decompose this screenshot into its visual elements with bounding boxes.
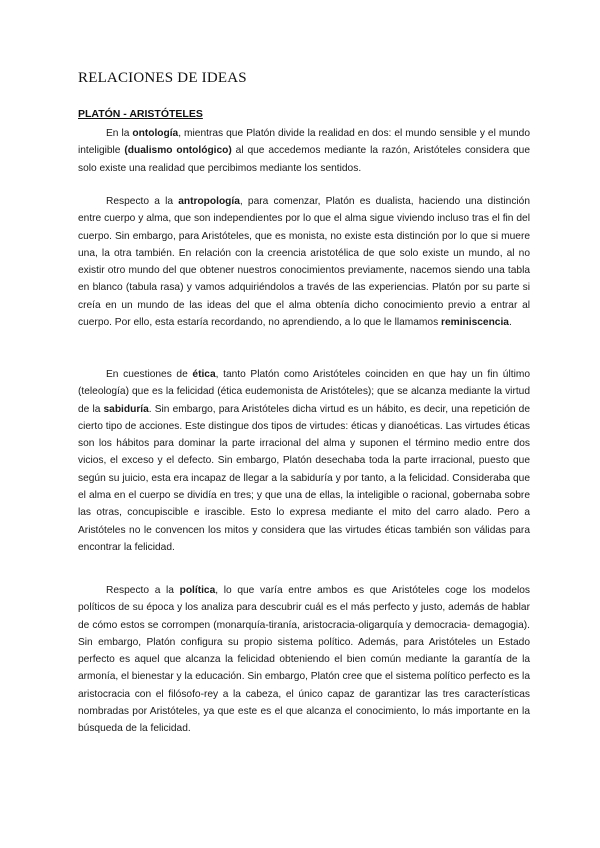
bold-term: ontología bbox=[132, 128, 179, 139]
paragraph-politica bbox=[78, 582, 530, 738]
bold-term: ética bbox=[192, 369, 216, 380]
text-run: , para comenzar, Platón es dualista, haciendo una distinción entre cuerpo y alma, que son independientes por lo que el alma sigue viviendo incluso tras el fin del cuerpo. Sin embargo, para Aristóteles, que es monista, no existe esta distinción por lo que si muere una, la otra también. En relación con la creencia aristotélica de que solo existe un mundo, al no existir otro mundo del que obtener nuestros conocimientos previamente, nacemos siendo una tabla en blanco (tabula rasa) y vamos adquiriéndolos a través de las experiencias. Platón por su parte si creía en un mundo de las ideas del que el alma obtenía dicho conocimiento previo a entrar al cuerpo. Por ello, esta estaría recordando, no aprendiendo, a lo que le llamamos bbox=[78, 196, 531, 329]
text-run: , lo que varía entre ambos es que Aristóteles coge los modelos políticos de su época y los analiza para descubrir cuál es el más perfecto y justo, además de hablar de cómo estos se corrompen (monarquía-tiranía, aristocracia-oligarquía y democracia- demagogia). Sin embargo, Platón configura su propio sistema político. Además, para Aristóteles un Estado perfecto es aquel que alcanza la felicidad obteniendo el bien común mediante la garantía de la armonía, el bienestar y la educación. Sin embargo, Platón cree que el sistema político perfecto es la aristocracia con el filósofo-rey a la cabeza, el único capaz de garantizar las tres características nombradas por Aristóteles, ya que este es el que alcanza el conocimiento, lo más importante en la búsqueda de la felicidad. bbox=[78, 585, 531, 735]
paragraph-ontologia bbox=[78, 125, 530, 177]
paragraph-etica bbox=[78, 366, 530, 556]
text-run: Respecto a la bbox=[106, 585, 180, 596]
bold-term: antropología bbox=[178, 196, 240, 207]
paragraph-antropologia bbox=[78, 193, 530, 331]
bold-term: reminiscencia bbox=[441, 317, 509, 329]
text-run: Respecto a la bbox=[106, 196, 179, 207]
bold-term: sabiduría bbox=[103, 403, 149, 415]
section-heading: PLATÓN - ARISTÓTELES bbox=[78, 108, 203, 120]
text-run: . Sin embargo, para Aristóteles dicha virtud es un hábito, es decir, una repetición de cierto tipo de acciones. Este distingue dos tipos de virtudes: éticas y dianoéticas. Las virtudes éticas son los hábitos para dominar la parte irracional del alma y suponen el término medio entre dos vicios, el exceso y el defecto. Sin embargo, Platón desechaba toda la parte irracional, puesto que según su juicio, esta era incapaz de llegar a la sabiduría y por tanto, a la felicidad. Consideraba que el alma en el cuerpo se dividía en tres; y que una de ellas, la inteligible o racional, gobernaba sobre las otras, concupiscible e irascible. Esto lo expresa mediante el mito del carro alado. Pero a Aristóteles no le convencen los mitos y considera que las virtudes éticas también son válidas para encontrar la felicidad. bbox=[78, 403, 530, 553]
text-run: . bbox=[508, 317, 512, 329]
text-run: En la bbox=[106, 128, 133, 139]
text-run: En cuestiones de bbox=[106, 369, 193, 380]
text-run: al que accedemos mediante la razón, Aristóteles considera que solo existe una realidad que percibimos mediante los sentidos. bbox=[78, 145, 530, 174]
text-run: , tanto Platón como Aristóteles coinciden en que hay un fin último (teleología) que es la felicidad (ética eudemonista de Aristóteles); que se alcanza mediante la virtud de la bbox=[78, 369, 530, 415]
bold-term: (dualismo ontológico) bbox=[124, 145, 232, 157]
text-run: , mientras que Platón divide la realidad en dos: el mundo sensible y el mundo inteligible bbox=[78, 128, 530, 157]
bold-term: política bbox=[179, 585, 216, 596]
document-title: RELACIONES DE IDEAS bbox=[78, 70, 247, 86]
